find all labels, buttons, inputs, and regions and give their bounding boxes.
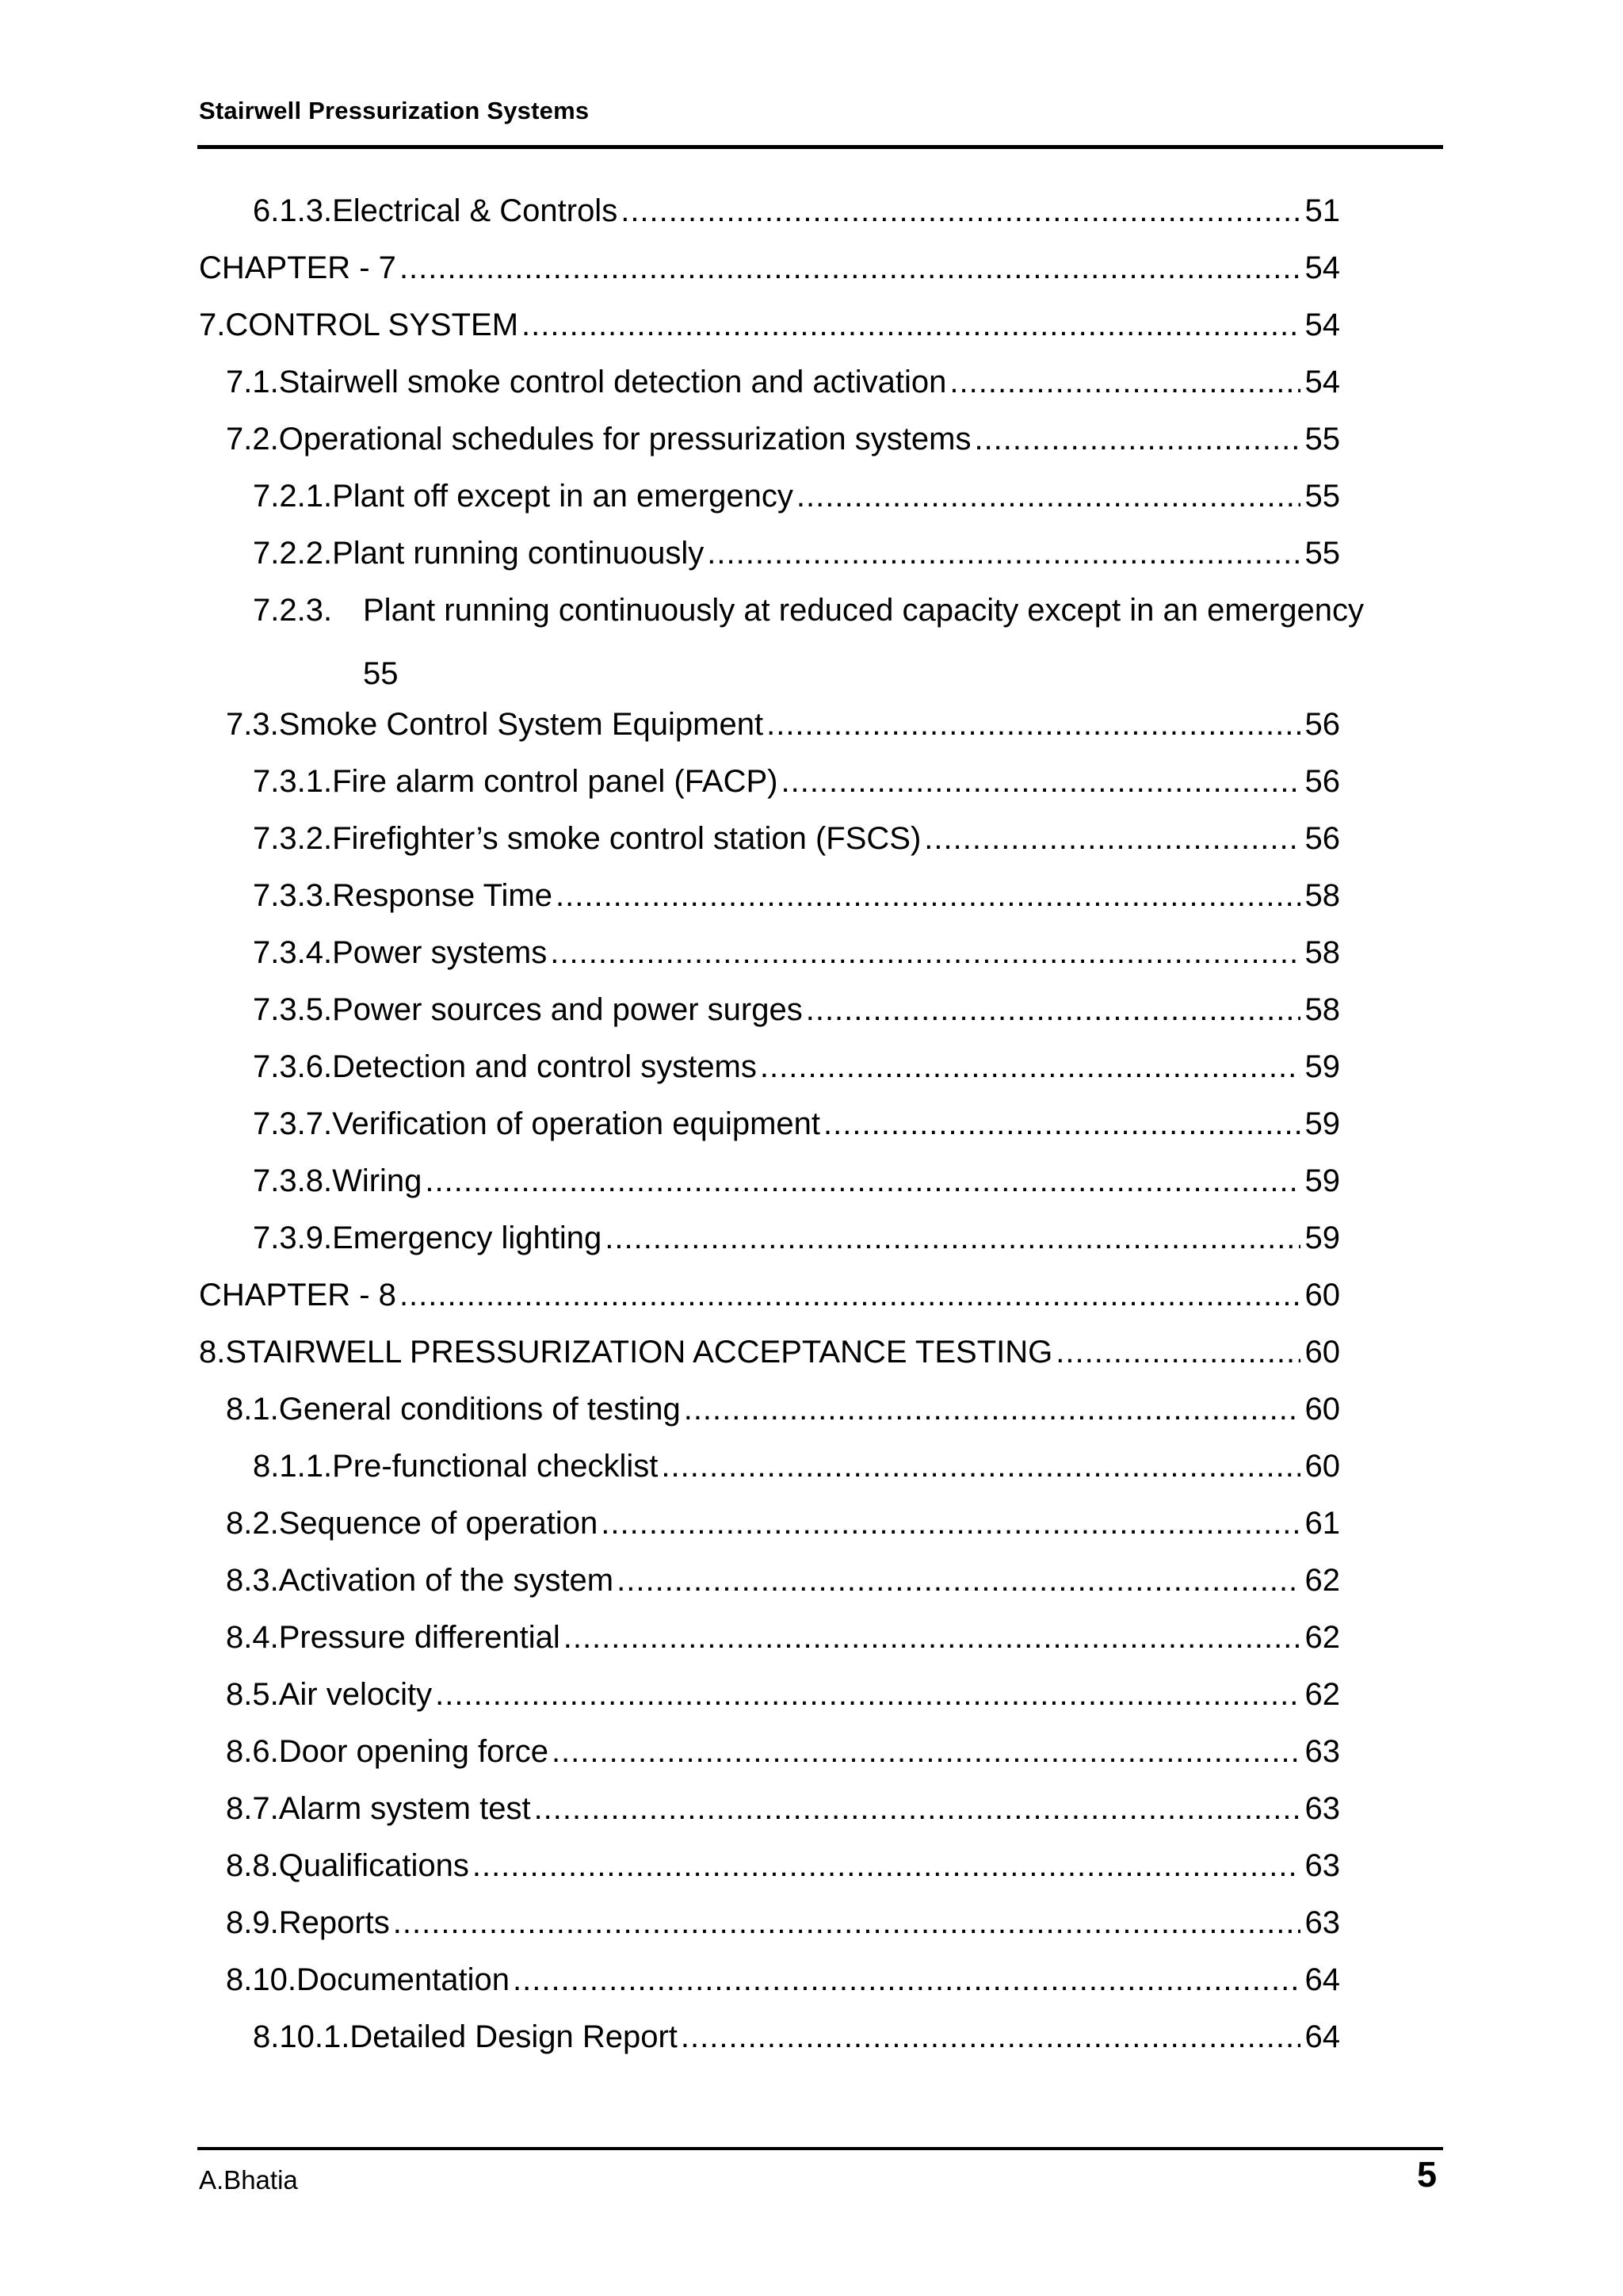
toc-entry-page: 58	[1304, 935, 1340, 970]
toc-entry-number: 8.10.1.	[253, 2019, 350, 2054]
toc-entry-title: Fire alarm control panel (FACP)	[332, 764, 778, 799]
toc-entry-page: 60	[1304, 1335, 1340, 1370]
toc-entry[interactable]	[226, 1734, 1340, 1782]
toc-entry-number: 8.	[199, 1335, 226, 1370]
toc-entry[interactable]	[253, 1449, 1340, 1496]
toc-entry-page: 63	[1304, 1791, 1340, 1826]
toc-entry-number: 8.10.	[226, 1962, 296, 1997]
running-header: Stairwell Pressurization Systems	[199, 97, 590, 124]
toc-entry-page: 63	[1304, 1848, 1340, 1883]
dot-leader	[552, 1734, 1300, 1770]
toc-entry-number: 8.2.	[226, 1506, 279, 1541]
dot-leader	[399, 1278, 1300, 1313]
toc-entry-number: 7.3.3.	[253, 878, 333, 913]
toc-entry-number: 8.1.1.	[253, 1449, 333, 1484]
toc-entry-title: Reports	[278, 1905, 390, 1940]
toc-entry-number: 8.7.	[226, 1791, 279, 1826]
toc-entry-page: 59	[1304, 1106, 1340, 1141]
toc-entry-title: Stairwell smoke control detection and activation	[278, 365, 947, 399]
toc-entry[interactable]	[226, 1563, 1340, 1610]
toc-entry-page: 55	[1304, 479, 1340, 514]
toc-entry[interactable]	[226, 1848, 1340, 1896]
toc-entry[interactable]	[253, 593, 1410, 640]
toc-entry[interactable]	[226, 1905, 1340, 1953]
toc-entry-title: Power sources and power surges	[332, 992, 803, 1027]
toc-entry-page: 62	[1304, 1620, 1340, 1655]
dot-leader	[393, 1905, 1300, 1941]
toc-entry-title: Verification of operation equipment	[332, 1106, 821, 1141]
toc-entry-page: 58	[1304, 992, 1340, 1027]
toc-entry-number: 8.1.	[226, 1392, 279, 1427]
toc-entry[interactable]	[226, 707, 1340, 755]
toc-entry-page: 62	[1304, 1563, 1340, 1598]
dot-leader	[399, 250, 1300, 286]
toc-entry-number: 7.3.7.	[253, 1106, 333, 1141]
toc-entry[interactable]	[199, 308, 1340, 355]
dot-leader	[521, 308, 1300, 343]
toc-entry-page: 59	[1304, 1049, 1340, 1084]
dot-leader	[766, 707, 1300, 743]
toc-entry-page: 63	[1304, 1905, 1340, 1940]
toc-entry-page: 56	[1304, 821, 1340, 856]
toc-entry-page: 51	[1304, 193, 1340, 228]
toc-entry-page: 55	[363, 656, 399, 691]
page-number: 5	[1416, 2154, 1437, 2195]
toc-entry-title: Emergency lighting	[332, 1221, 602, 1255]
toc-entry-title: General conditions of testing	[278, 1392, 681, 1427]
toc-entry-title: STAIRWELL PRESSURIZATION ACCEPTANCE TESTING	[225, 1335, 1053, 1370]
toc-entry-number: 7.3.1.	[253, 764, 333, 799]
toc-entry-title: Plant running continuously	[332, 536, 705, 571]
toc-entry-title: Pressure differential	[278, 1620, 560, 1655]
toc-entry-page: 60	[1304, 1449, 1340, 1484]
footer-author: A.Bhatia	[199, 2165, 298, 2195]
toc-entry-page: 55	[1304, 422, 1340, 457]
toc-entry[interactable]	[199, 1278, 1340, 1325]
toc-entry-number: 7.2.3.	[253, 593, 333, 628]
dot-leader	[550, 935, 1300, 971]
dot-leader	[661, 1449, 1300, 1484]
dot-leader	[707, 536, 1300, 571]
toc-entry[interactable]	[226, 1791, 1340, 1839]
toc-entry-title: Pre-functional checklist	[332, 1449, 659, 1484]
toc-entry[interactable]	[253, 764, 1340, 812]
toc-entry-title: Power systems	[332, 935, 548, 970]
toc-entry-title: Detailed Design Report	[349, 2019, 678, 2054]
toc-entry-page: 61	[1304, 1506, 1340, 1541]
toc-entry[interactable]	[199, 250, 1340, 298]
toc-entry-title: CONTROL SYSTEM	[225, 308, 519, 342]
toc-entry[interactable]	[226, 1392, 1340, 1439]
toc-entry-page: 59	[1304, 1163, 1340, 1198]
toc-entry-number: 7.3.5.	[253, 992, 333, 1027]
dot-leader	[1056, 1335, 1300, 1370]
toc-entry-page: 63	[1304, 1734, 1340, 1769]
dot-leader	[823, 1106, 1300, 1142]
dot-leader	[425, 1163, 1300, 1199]
dot-leader	[513, 1962, 1300, 1998]
toc-entry-page: 55	[1304, 536, 1340, 571]
toc-entry-page: 64	[1304, 2019, 1340, 2054]
toc-entry-title: Qualifications	[278, 1848, 469, 1883]
toc-entry-title: Detection and control systems	[332, 1049, 757, 1084]
toc-entry-title: Response Time	[332, 878, 552, 913]
dot-leader	[684, 1392, 1300, 1427]
toc-entry[interactable]	[253, 1049, 1340, 1097]
dot-leader	[534, 1791, 1300, 1827]
toc-entry-number: 8.8.	[226, 1848, 279, 1883]
dot-leader	[974, 422, 1300, 457]
toc-entry-number: 7.3.	[226, 707, 279, 742]
toc-entry-title: Electrical & Controls	[332, 193, 618, 228]
toc-entry-number: 8.4.	[226, 1620, 279, 1655]
toc-entry-number: 7.2.1.	[253, 479, 333, 514]
dot-leader	[806, 992, 1300, 1028]
dot-leader	[563, 1620, 1300, 1656]
toc-entry-title: Smoke Control System Equipment	[278, 707, 764, 742]
header-divider	[197, 145, 1443, 149]
toc-entry-number: 7.3.6.	[253, 1049, 333, 1084]
toc-entry-title: Alarm system test	[278, 1791, 531, 1826]
toc-entry-number: 7.3.4.	[253, 935, 333, 970]
toc-entry-page: 54	[1304, 308, 1340, 342]
toc-entry[interactable]	[226, 1677, 1340, 1725]
dot-leader	[621, 193, 1300, 229]
toc-entry-title: Sequence of operation	[278, 1506, 598, 1541]
dot-leader	[472, 1848, 1300, 1884]
toc-entry-title: Plant off except in an emergency	[332, 479, 793, 514]
dot-leader	[601, 1506, 1300, 1541]
toc-entry[interactable]	[253, 992, 1340, 1040]
toc-entry[interactable]	[253, 1106, 1340, 1154]
toc-entry-number: 8.9.	[226, 1905, 279, 1940]
toc-entry-title: Air velocity	[278, 1677, 433, 1712]
toc-entry-title: Activation of the system	[278, 1563, 614, 1598]
dot-leader	[556, 878, 1300, 914]
dot-leader	[617, 1563, 1300, 1599]
toc-entry[interactable]	[253, 479, 1340, 526]
toc-entry[interactable]	[226, 422, 1340, 469]
toc-entry-title: Firefighter’s smoke control station (FSCS)	[332, 821, 922, 856]
toc-entry-title: Plant running continuously at reduced capacity except in an emergency	[363, 593, 1364, 628]
toc-entry[interactable]	[253, 821, 1340, 869]
toc-entry[interactable]	[226, 1620, 1340, 1668]
toc-entry-number: 7.	[199, 308, 226, 342]
toc-entry-page: 60	[1304, 1392, 1340, 1427]
dot-leader	[760, 1049, 1300, 1085]
toc-entry[interactable]	[226, 1506, 1340, 1553]
toc-entry[interactable]	[253, 1163, 1340, 1211]
toc-entry-number: 8.5.	[226, 1677, 279, 1712]
footer-divider	[197, 2147, 1443, 2150]
toc-entry[interactable]	[199, 1335, 1340, 1382]
toc-entry-title: Wiring	[332, 1163, 422, 1198]
toc-entry-title: Documentation	[296, 1962, 510, 1997]
toc-entry[interactable]	[253, 935, 1340, 983]
toc-entry-page: 59	[1304, 1221, 1340, 1255]
toc-entry-page: 64	[1304, 1962, 1340, 1997]
dot-leader	[949, 365, 1300, 400]
toc-entry-page: 54	[1304, 250, 1340, 285]
toc-entry-page: 56	[1304, 764, 1340, 799]
toc-entry-title: Operational schedules for pressurization systems	[278, 422, 972, 457]
toc-entry-title: Door opening force	[278, 1734, 548, 1769]
toc-entry[interactable]	[253, 193, 1340, 241]
toc-entry-number: 7.3.2.	[253, 821, 333, 856]
toc-entry-number: 7.2.	[226, 422, 279, 457]
toc-entry-page: 62	[1304, 1677, 1340, 1712]
toc-entry[interactable]	[253, 536, 1340, 583]
dot-leader	[605, 1221, 1300, 1256]
dot-leader	[435, 1677, 1300, 1713]
toc-entry-number: 6.1.3.	[253, 193, 333, 228]
toc-entry-title: CHAPTER - 8	[199, 1278, 396, 1312]
toc-entry-page: 58	[1304, 878, 1340, 913]
dot-leader	[781, 764, 1300, 800]
toc-entry-number: 8.6.	[226, 1734, 279, 1769]
toc-entry-number: 8.3.	[226, 1563, 279, 1598]
toc-entry-number: 7.1.	[226, 365, 279, 399]
dot-leader	[681, 2019, 1300, 2055]
toc-entry[interactable]	[253, 2019, 1340, 2067]
toc-entry[interactable]	[226, 365, 1340, 412]
dot-leader	[796, 479, 1300, 514]
toc-entry-title: CHAPTER - 7	[199, 250, 396, 285]
toc-entry-page: 60	[1304, 1278, 1340, 1312]
toc-entry[interactable]	[226, 1962, 1340, 2010]
toc-entry-page: 54	[1304, 365, 1340, 399]
toc-entry-page: 56	[1304, 707, 1340, 742]
toc-entry-number: 7.3.9.	[253, 1221, 333, 1255]
toc-entry[interactable]	[253, 1221, 1340, 1268]
toc-entry-number: 7.3.8.	[253, 1163, 333, 1198]
toc-entry-number: 7.2.2.	[253, 536, 333, 571]
dot-leader	[924, 821, 1300, 857]
toc-entry[interactable]	[253, 878, 1340, 926]
